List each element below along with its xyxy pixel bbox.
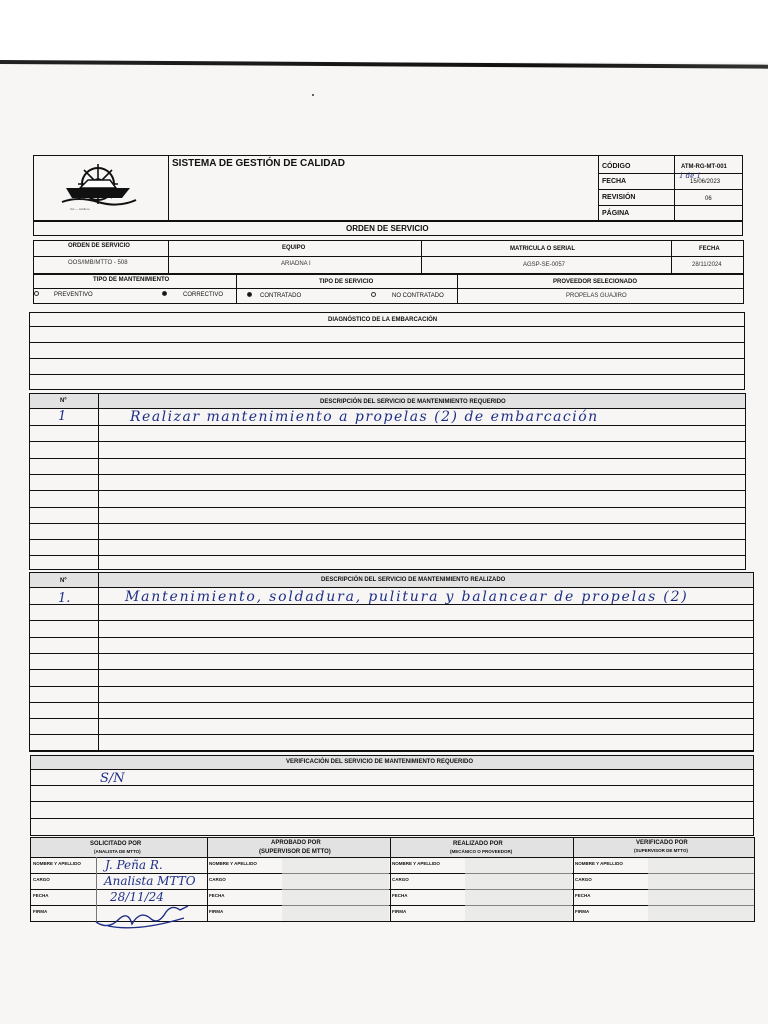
ruled-line xyxy=(29,620,754,621)
page-handwritten: 1 de 1 xyxy=(679,172,701,180)
performed-no-header: Nº xyxy=(60,578,67,584)
system-title: SISTEMA DE GESTIÓN DE CALIDAD xyxy=(172,158,345,169)
ruled-line xyxy=(29,653,754,654)
radio-preventivo[interactable] xyxy=(34,291,39,296)
header-divider xyxy=(674,155,675,221)
sig-row-label: FECHA xyxy=(209,893,225,898)
ruled-line xyxy=(29,458,746,459)
sig-handwritten-cargo: Analista MTTO xyxy=(104,874,196,888)
performed-entry-number: 1. xyxy=(58,591,71,606)
form-title: ORDEN DE SERVICIO xyxy=(346,224,429,233)
ruled-line xyxy=(29,425,746,426)
ruled-line xyxy=(29,718,754,719)
order-table xyxy=(33,240,744,274)
required-no-header: Nº xyxy=(60,398,67,404)
order-date-value: 28/11/2024 xyxy=(692,262,722,268)
sig-row-label: NOMBRE Y APELLIDO xyxy=(575,861,623,866)
sig-row-label: NOMBRE Y APELLIDO xyxy=(209,861,257,866)
sig-row-label: FECHA xyxy=(575,893,591,898)
label-correctivo: CORRECTIVO xyxy=(183,292,224,298)
sig-handwritten-name: J. Peña R. xyxy=(105,858,163,872)
equipment-value: ARIADNA I xyxy=(281,261,311,267)
sig-row-label: CARGO xyxy=(209,877,226,882)
paper-speck xyxy=(312,94,314,96)
sig-row-label: FIRMA xyxy=(575,909,590,914)
ruled-line xyxy=(29,507,746,508)
provider-label: PROVEEDOR SELECIONADO xyxy=(553,279,638,285)
sig-row-label: FIRMA xyxy=(209,909,224,914)
maintenance-type-label: TIPO DE MANTENIMIENTO xyxy=(93,277,170,283)
page-top-margin xyxy=(0,0,768,62)
ruled-line xyxy=(29,441,746,442)
sig-col2-subtitle: (SUPERVISOR DE MTTO) xyxy=(259,849,331,855)
sig-row-label: NOMBRE Y APELLIDO xyxy=(33,861,81,866)
label-contratado: CONTRATADO xyxy=(260,293,302,299)
meta-label-page: PÁGINA xyxy=(602,210,630,217)
sig-col4-subtitle: (SUPERVISOR DE MTTO) xyxy=(634,848,688,853)
ruled-line xyxy=(29,474,746,475)
order-header-equipment: EQUIPO xyxy=(282,245,306,251)
sig-row-label: FIRMA xyxy=(33,909,48,914)
sig-row-label: FECHA xyxy=(392,893,408,898)
sig-row-label: FECHA xyxy=(33,893,49,898)
ruled-line xyxy=(29,523,746,524)
ruled-line xyxy=(29,751,754,752)
header-divider xyxy=(168,155,169,221)
ruled-line xyxy=(29,702,754,703)
sig-col1-subtitle: (ANALISTA DE MTTO) xyxy=(94,849,141,854)
meta-label-date: FECHA xyxy=(602,178,627,185)
ruled-line xyxy=(29,686,754,687)
label-no-contratado: NO CONTRATADO xyxy=(392,293,444,299)
sig-col2-title: APROBADO POR xyxy=(271,840,321,846)
signature-scribble xyxy=(88,896,198,934)
radio-correctivo[interactable] xyxy=(162,291,167,296)
ruled-line xyxy=(29,734,754,735)
service-type-label: TIPO DE SERVICIO xyxy=(319,279,374,285)
sig-col4-title: VERIFICADO POR xyxy=(636,840,688,846)
sig-col3-subtitle: (MECÁNICO O PROVEEDOR) xyxy=(450,849,513,854)
sig-col3-title: REALIZADO POR xyxy=(453,841,503,847)
ruled-line xyxy=(29,555,746,556)
ruled-line xyxy=(29,490,746,491)
sig-row-label: CARGO xyxy=(33,877,50,882)
ruled-line xyxy=(29,637,754,638)
sig-row-label: NOMBRE Y APELLIDO xyxy=(392,861,440,866)
provider-value: PROPELAS GUAJIRO xyxy=(566,293,627,299)
ruled-line xyxy=(29,669,754,670)
meta-value-revision: 06 xyxy=(705,196,712,202)
radio-contratado[interactable] xyxy=(247,292,252,297)
meta-label-code: CÓDIGO xyxy=(602,163,631,170)
label-preventivo: PREVENTIVO xyxy=(54,292,93,298)
required-title: DESCRIPCIÓN DEL SERVICIO DE MANTENIMIENTO REQUERIDO xyxy=(320,399,506,405)
sig-row-label: CARGO xyxy=(575,877,592,882)
logo-caption: Sol — Astillero xyxy=(70,207,90,211)
performed-entry-text: Mantenimiento, soldadura, pulitura y balancear de propelas (2) xyxy=(125,589,689,605)
required-entry-text: Realizar mantenimiento a propelas (2) de embarcación xyxy=(130,409,599,425)
order-number-value: OOS/IMB/MTTO - 508 xyxy=(68,260,128,266)
order-header-date: FECHA xyxy=(699,246,720,252)
order-header-number: ORDEN DE SERVICIO xyxy=(68,243,130,249)
sig-row-label: CARGO xyxy=(392,877,409,882)
serial-value: AGSP-SE-0057 xyxy=(523,262,566,268)
performed-title: DESCRIPCIÓN DEL SERVICIO DE MANTENIMIENTO REALIZADO xyxy=(321,577,506,583)
ruled-line xyxy=(29,539,746,540)
diagnostic-title: DIAGNÓSTICO DE LA EMBARCACIÓN xyxy=(328,317,438,323)
order-header-serial: MATRICULA O SERIAL xyxy=(510,246,575,252)
verification-title: VERIFICACIÓN DEL SERVICIO DE MANTENIMIENTO REQUERIDO xyxy=(286,759,474,765)
meta-value-date: 15/06/2023 xyxy=(690,179,721,185)
radio-no-contratado[interactable] xyxy=(371,292,376,297)
sig-col1-title: SOLICITADO POR xyxy=(90,841,142,847)
meta-value-code: ATM-RG-MT-001 xyxy=(681,164,727,170)
header-divider xyxy=(598,155,599,221)
sig-row-label: FIRMA xyxy=(392,909,407,914)
meta-label-revision: REVISIÓN xyxy=(602,194,636,201)
verification-entry: S/N xyxy=(100,771,125,786)
required-entry-number: 1 xyxy=(58,409,67,424)
sig-handwritten-date: 28/11/24 xyxy=(110,890,164,904)
diagnostic-section xyxy=(29,312,745,390)
